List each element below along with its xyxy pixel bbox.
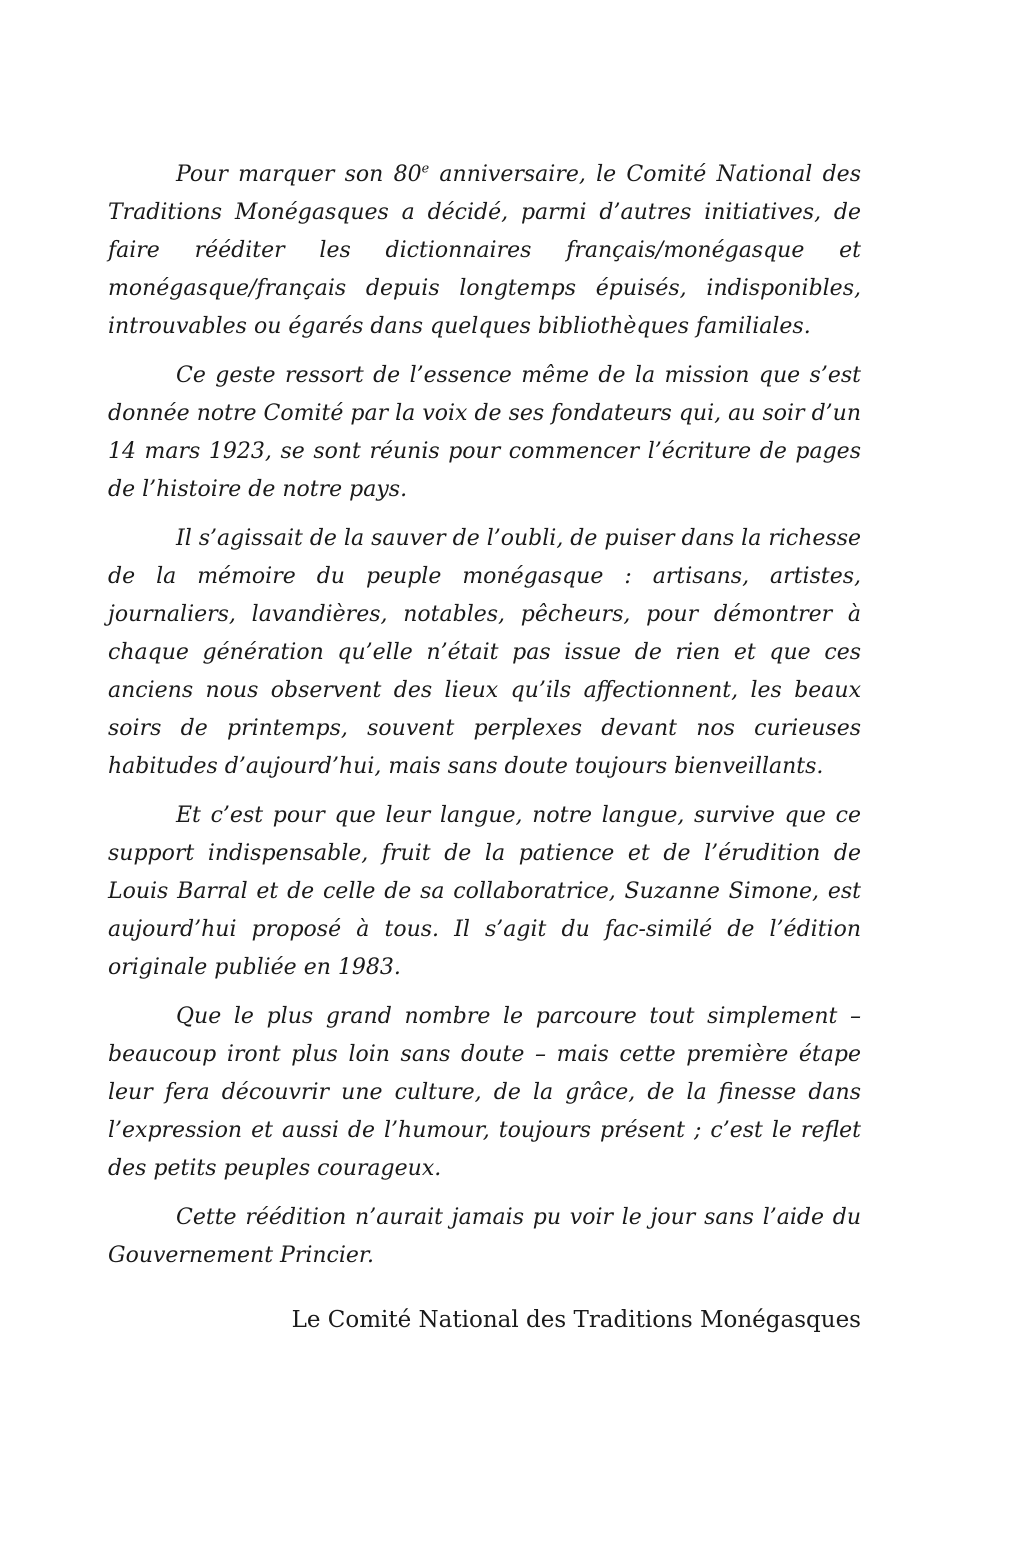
paragraph-text: anniversaire, le Comité National des Traditions Monégasques a décidé, parmi d’autres initiatives, de faire rééditer les dictionnaires français/monégasque et monégasque/français depuis longtemps épuisés, indisponibles, introuvables ou égarés dans quelques bibliothèques familiales.: [108, 162, 861, 339]
signature-line: Le Comité National des Traditions Monégasques: [291, 1307, 861, 1333]
ordinal-superscript: e: [421, 161, 430, 177]
paragraph: Cette réédition n’aurait jamais pu voir le jour sans l’aide du Gouvernement Princier.: [108, 1205, 861, 1268]
paragraph: Et c’est pour que leur langue, notre langue, survive que ce support indispensable, fruit de la patience et de l’érudition de Louis Barral et de celle de sa collaboratrice, Suzanne Simone, est aujourd’hui proposé à tous. Il s’agit du fac-similé de l’édition originale publiée en 1983.: [108, 803, 861, 980]
preface-text-block: [108, 156, 861, 1350]
paragraph-text: Pour marquer son 80: [176, 162, 422, 187]
paragraph: Ce geste ressort de l’essence même de la mission que s’est donnée notre Comité par la voix de ses fondateurs qui, au soir d’un 14 mars 1923, se sont réunis pour commencer l’écriture de pages de l’histoire de notre pays.: [108, 363, 861, 502]
paragraph: [108, 156, 861, 346]
paragraph: Que le plus grand nombre le parcoure tout simplement – beaucoup iront plus loin sans doute – mais cette première étape leur fera découvrir une culture, de la grâce, de la finesse dans l’expression et aussi de l’humour, toujours présent ; c’est le reflet des petits peuples courageux.: [108, 1004, 861, 1181]
paragraph: Il s’agissait de la sauver de l’oubli, de puiser dans la richesse de la mémoire du peuple monégasque : artisans, artistes, journaliers, lavandières, notables, pêcheurs, pour démontrer à chaque génération qu’elle n’était pas issue de rien et que ces anciens nous observent des lieux qu’ils affectionnent, les beaux soirs de printemps, souvent perplexes devant nos curieuses habitudes d’aujourd’hui, mais sans doute toujours bienveillants.: [108, 526, 861, 779]
